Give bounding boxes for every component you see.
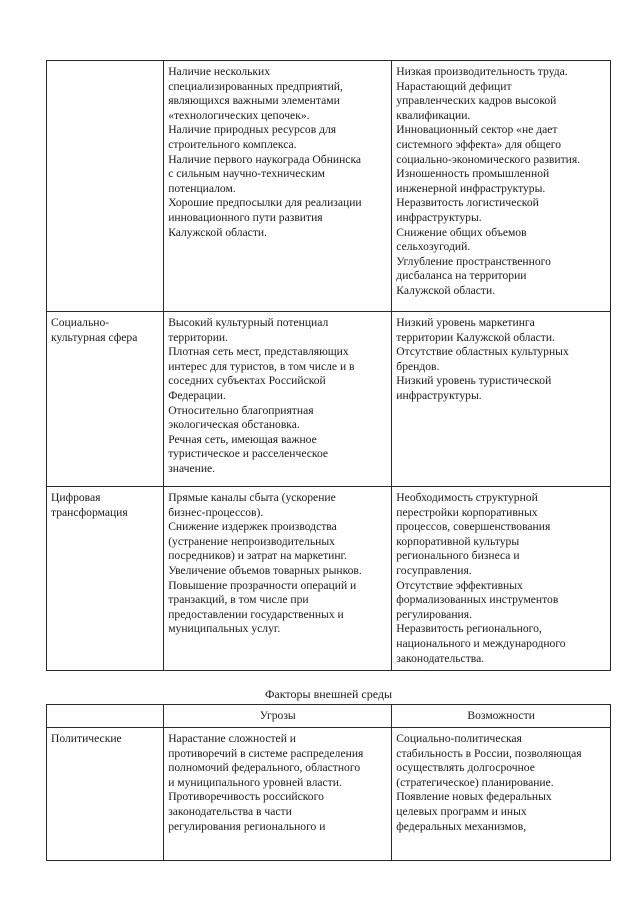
cell-text-line: строительного комплекса. xyxy=(168,137,297,151)
header-threats: Угрозы xyxy=(164,705,392,728)
threats-cell xyxy=(164,728,392,861)
cell-text-line: корпоративной культуры xyxy=(396,534,520,548)
cell-text-line: (устранение непроизводительных xyxy=(168,534,335,548)
external-factors-title: Факторы внешней среды xyxy=(264,687,393,701)
cell-text-line: являющихся важными элементами xyxy=(168,94,340,108)
cell-text-line: туристическое и расселенческое xyxy=(168,447,329,461)
cell-text-line: Наличие нескольких xyxy=(168,65,271,78)
cell-text-line: законодательства в части xyxy=(168,804,292,818)
cell-text-line: культурная сфера xyxy=(51,330,138,344)
cell-text-line: Политические xyxy=(51,732,122,745)
external-factors-table xyxy=(46,704,611,861)
cell-text-line: соседних субъектах Российской xyxy=(168,374,326,388)
cell-text-line: инфраструктуры. xyxy=(396,388,482,402)
cell-text-line: Речная сеть, имеющая важное xyxy=(168,432,317,446)
cell-text-line: формализованных инструментов xyxy=(396,593,559,607)
table-row xyxy=(47,61,611,312)
cell-text-line: стабильность в России, позволяющая xyxy=(396,746,582,760)
cell-text-line: регулирования регионального и xyxy=(168,819,326,833)
cell-text-line: Цифровая xyxy=(51,491,101,504)
weaknesses-cell xyxy=(392,487,611,671)
cell-text-line: Углубление пространственного xyxy=(396,254,551,268)
category-cell xyxy=(47,487,164,671)
cell-text-line: предоставлении государственных и xyxy=(168,607,344,621)
cell-text-line: регулирования. xyxy=(396,607,472,621)
cell-text-line: Отсутствие областных культурных xyxy=(396,345,569,359)
cell-text-line: транзакций, в том числе при xyxy=(168,593,309,607)
cell-text-line: Низкая производительность труда. xyxy=(396,65,568,78)
header-category xyxy=(47,705,164,728)
strengths-cell xyxy=(164,487,392,671)
cell-text-line: интерес для туристов, в том числе и в xyxy=(168,359,355,373)
cell-text-line: специализированных предприятий, xyxy=(168,79,343,93)
category-cell xyxy=(47,61,164,312)
cell-text-line: управленческих кадров высокой xyxy=(396,94,557,108)
strengths-cell xyxy=(164,61,392,312)
cell-text-line: потенциалом. xyxy=(168,181,236,195)
cell-text-line: Прямые каналы сбыта (ускорение xyxy=(168,491,336,504)
cell-text-line: госуправления. xyxy=(396,563,472,577)
cell-text-line: Низкий уровень туристической xyxy=(396,374,552,388)
cell-text-line: социально-экономического развития. xyxy=(396,152,581,166)
cell-text-line: Калужской области. xyxy=(168,225,267,239)
cell-text-line: перестройки корпоративных xyxy=(396,505,538,519)
cell-text-line: Относительно благоприятная xyxy=(168,403,314,417)
cell-text-line: Снижение издержек производства xyxy=(168,520,337,534)
cell-text-line: инфраструктуры. xyxy=(396,210,482,224)
cell-text-line: Высокий культурный потенциал xyxy=(168,316,329,329)
cell-text-line: Необходимость структурной xyxy=(396,491,538,504)
cell-text-line: муниципальных услуг. xyxy=(168,622,281,636)
cell-text-line: Федерации. xyxy=(168,388,226,402)
cell-text-line: Хорошие предпосылки для реализации xyxy=(168,196,362,210)
cell-text-line: Увеличение объемов товарных рынков. xyxy=(168,563,362,577)
cell-text-line: Наличие природных ресурсов для xyxy=(168,123,337,137)
cell-text-line: посредников) и затрат на маркетинг. xyxy=(168,549,347,563)
cell-text-line: Повышение прозрачности операций и xyxy=(168,578,357,592)
cell-text-line: «технологических цепочек». xyxy=(168,108,310,122)
category-cell xyxy=(47,312,164,487)
table-row xyxy=(47,728,611,861)
cell-text-line: системного эффекта» для общего xyxy=(396,137,561,151)
cell-text-line: (стратегическое) планирование. xyxy=(396,775,554,789)
cell-text-line: территории. xyxy=(168,330,229,344)
cell-text-line: Наличие первого наукограда Обнинска xyxy=(168,152,362,166)
cell-text-line: сельхозугодий. xyxy=(396,240,471,254)
cell-text-line: Противоречивость российского xyxy=(168,790,324,804)
cell-text-line: брендов. xyxy=(396,359,440,373)
cell-text-line: Появление новых федеральных xyxy=(396,790,552,804)
cell-text-line: Плотная сеть мест, представляющих xyxy=(168,345,349,359)
cell-text-line: Нарастание сложностей и xyxy=(168,732,297,745)
cell-text-line: Инновационный сектор «не дает xyxy=(396,123,558,137)
cell-text-line: Неразвитость регионального, xyxy=(396,622,542,636)
cell-text-line: дисбаланса на территории xyxy=(396,269,527,283)
cell-text-line: Социально-политическая xyxy=(396,732,522,745)
cell-text-line: Калужской области. xyxy=(396,283,496,297)
header-opportunities: Возможности xyxy=(392,705,611,728)
opportunities-cell xyxy=(392,728,611,861)
table-header-row xyxy=(47,705,611,728)
cell-text-line: Низкий уровень маркетинга xyxy=(396,316,535,329)
cell-text-line: инженерной инфраструктуры. xyxy=(396,181,546,195)
cell-text-line: осуществлять долгосрочное xyxy=(396,761,535,775)
cell-text-line: и муниципального уровней власти. xyxy=(168,775,342,789)
cell-text-line: законодательства. xyxy=(396,651,485,665)
cell-text-line: Неразвитость логистической xyxy=(396,196,539,210)
cell-text-line: Снижение общих объемов xyxy=(396,225,527,239)
cell-text-line: территории Калужской области. xyxy=(396,330,555,344)
cell-text-line: квалификации. xyxy=(396,108,471,122)
cell-text-line: бизнес-процессов). xyxy=(168,505,264,519)
cell-text-line: полномочий федерального, областного xyxy=(168,761,361,775)
table-row xyxy=(47,487,611,671)
cell-text-line: регионального бизнеса и xyxy=(396,549,520,563)
cell-text-line: значение. xyxy=(168,461,216,475)
weaknesses-cell xyxy=(392,312,611,487)
table-row xyxy=(47,312,611,487)
cell-text-line: федеральных механизмов, xyxy=(396,819,527,833)
cell-text-line: противоречий в системе распределения xyxy=(168,746,364,760)
cell-text-line: национального и международного xyxy=(396,636,566,650)
strengths-cell xyxy=(164,312,392,487)
cell-text-line: Социально- xyxy=(51,316,110,329)
cell-text-line: Отсутствие эффективных xyxy=(396,578,523,592)
cell-text-line: процессов, совершенствования xyxy=(396,520,551,534)
cell-text-line: Нарастающий дефицит xyxy=(396,79,512,93)
cell-text-line: экологическая обстановка. xyxy=(168,418,300,432)
weaknesses-cell xyxy=(392,61,611,312)
cell-text-line: с сильным научно-техническим xyxy=(168,167,325,181)
cell-text-line: целевых программ и иных xyxy=(396,804,527,818)
cell-text-line: Изношенность промышленной xyxy=(396,167,550,181)
cell-text-line: инновационного пути развития xyxy=(168,210,323,224)
category-cell xyxy=(47,728,164,861)
internal-factors-table xyxy=(46,60,611,671)
cell-text-line: трансформация xyxy=(51,505,128,519)
